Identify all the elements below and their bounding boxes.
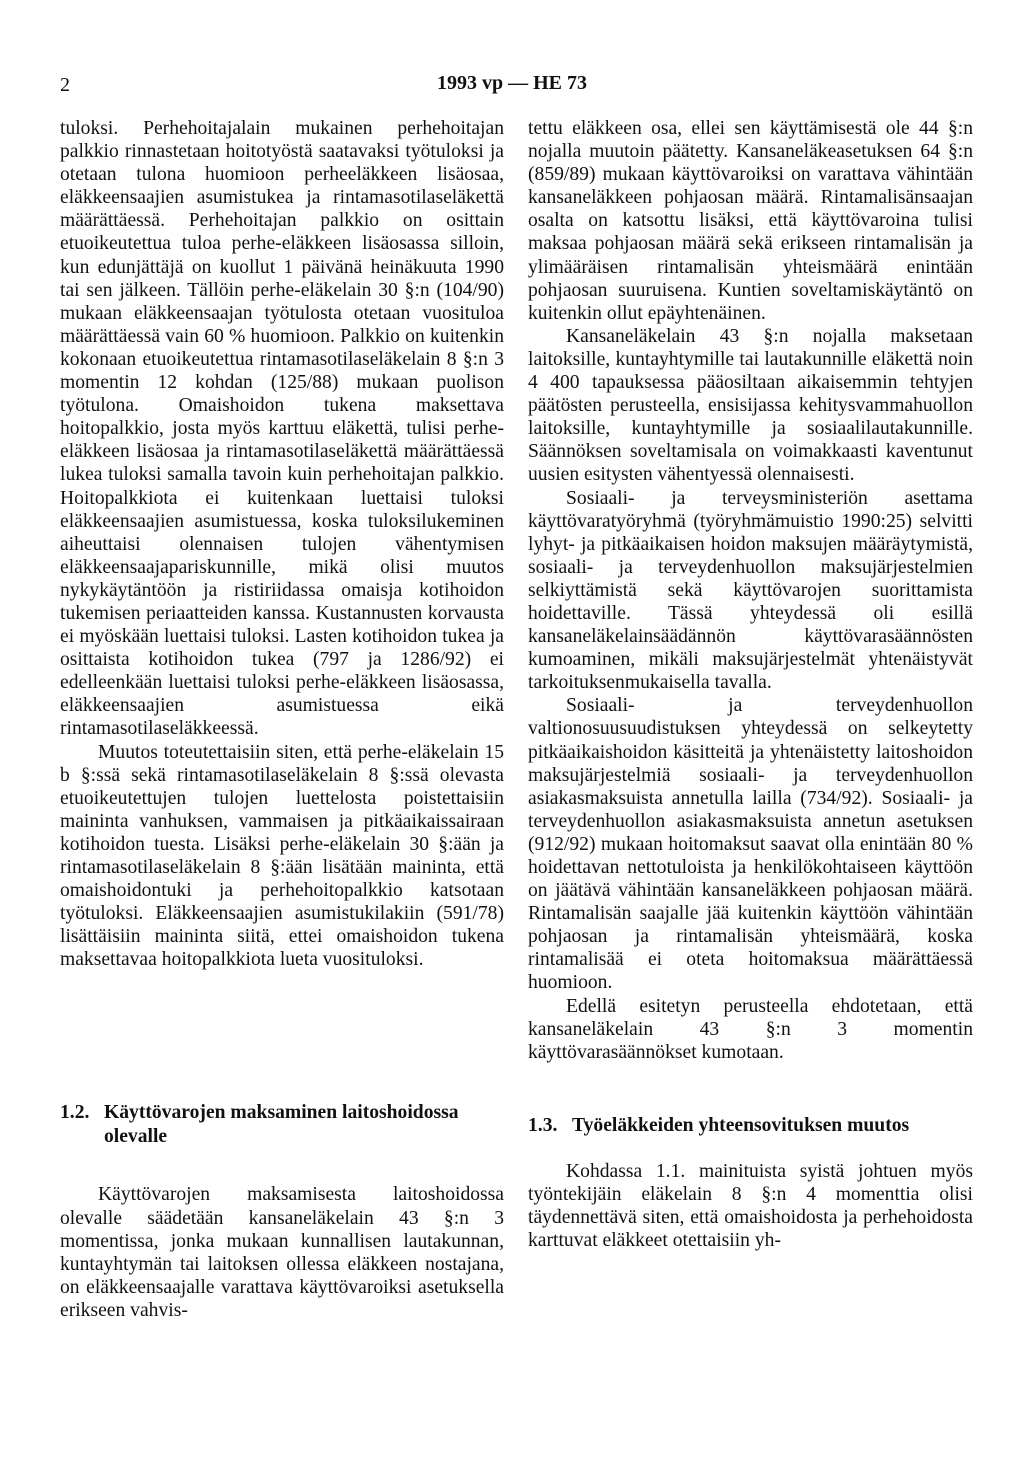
body-paragraph: Muutos toteutettaisiin siten, että perhe-eläkelain 15 b §:ssä sekä rintamasotilaseläkelain 8 §:ssä olevasta etuoikeutettujen tulojen luettelosta poistettaisiin maininta vanhuksen, vammaisen ja pitkäaikaissairaan kotihoidon tuesta. Lisäksi perhe-eläkelain 30 §:ään ja rintamasotilaseläkelain 8 §:ään lisätään maininta, että omaishoidontuki ja perhehoitopalkkio katsotaan työtuloksi. Eläkkeensaajien asumistukilakiin (591/78) lisättäisiin maininta siitä, ettei omaishoidon tukena maksettavaa hoitopalkkiota lueta vuosituloksi. bbox=[60, 741, 504, 971]
body-paragraph: Käyttövarojen maksamisesta laitoshoidossa olevalle säädetään kansaneläkelain 43 §:n 3 momentissa, jonka mukaan kunnallisen lautakunnan, kuntayhtymän tai laitoksen ollessa eläkkeen nostajana, on eläkkeensaajalle varattava käyttövaroiksi asetuksella erikseen vahvis- bbox=[60, 1184, 504, 1321]
section-heading bbox=[60, 1101, 504, 1149]
section-number: 1.2. bbox=[60, 1102, 90, 1124]
body-paragraph: tuloksi. Perhehoitajalain mukainen perhehoitajan palkkio rinnastetaan hoitotyöstä saatavaksi työtuloksi ja otetaan tulona huomioon perheeläkkeen lisäosaa, eläkkeensaajien asumistukea ja rintamasotilaseläkettä määrättäessä. Perhehoitajan palkkio on osittain etuoikeutettua tuloa perhe-eläkkeen lisäosassa silloin, kun edunjättäjä on kuollut 1 päivänä heinäkuuta 1990 tai sen jälkeen. Tällöin perhe-eläkelain 30 §:n (104/90) mukaan eläkkeensaajan työtulosta otetaan vuosituloa määrättäessä vain 60 % huomioon. Palkkio on kuitenkin kokonaan etuoikeutettua rintamasotilaseläkelain 8 §:n 3 momentin 12 kohdan (125/88) mukaan puolison työtulona. Omaishoidon tukena maksettava hoitopalkkio, josta myös karttuu eläkettä, tulisi perhe-eläkkeen lisäosaa ja rintamasotilaseläkettä määrättäessä lukea tuloksi samalla tavoin kuin perhehoitajan palkkio. Hoitopalkkiota ei kuitenkaan luettaisi tuloksi eläkkeensaajien asumistuessa, koska tuloksilukeminen aiheuttaisi olennaisen tulojen vähentymisen eläkkeensaajapariskunnille, mikä olisi muutos nykykäytäntöön ja ristiriidassa omaisja kotihoidon tukemisen periaatteiden kanssa. Kustannusten korvausta ei myöskään luettaisi tuloksi. Lasten kotihoidon tukea ja osittaista kotihoidon tukea (797 ja 1286/92) ei edelleenkään luettaisi tuloksi perhe-eläkkeen lisäosassa, eläkkeensaajien asumistuessa eikä rintamasotilaseläkkeessä. bbox=[60, 118, 504, 740]
section-title: Työeläkkeiden yhteensovituksen muutos bbox=[572, 1114, 910, 1136]
section-number: 1.3. bbox=[528, 1114, 558, 1136]
body-paragraph: Sosiaali- ja terveydenhuollon valtionosuusuudistuksen yhteydessä on selkeytetty pitkäaikaishoidon käsitteitä ja yhtenäistetty laitoshoidon maksujärjestelmiä sosiaali- ja terveydenhuollon asiakasmaksuista annetulla lailla (734/92). Sosiaali- ja terveydenhuollon asiakasmaksuista annetun asetuksen (912/92) mukaan hoitomaksut saavat olla enintään 80 % hoidettavan nettotuloista ja henkilökohtaiseen käyttöön on jäätävä vähintään kansaneläkkeen pohjaosan määrä. Rintamalisän saajalle jää kuitenkin käyttöön vähintään pohjaosan ja rintamalisän yhteismäärä, koska rintamalisää ei oteta hoitomaksua määrättäessä huomioon. bbox=[528, 695, 973, 994]
running-head: 1993 vp — HE 73 bbox=[436, 72, 588, 94]
body-paragraph: Edellä esitetyn perusteella ehdotetaan, että kansaneläkelain 43 §:n 3 momentin käyttövarasäännökset kumotaan. bbox=[528, 995, 973, 1063]
body-paragraph: Kohdassa 1.1. mainituista syistä johtuen myös työntekijäin eläkelain 8 §:n 4 momenttia olisi täydennettävä siten, että omaishoidosta ja perhehoidosta karttuvat eläkkeet otettaisiin yh- bbox=[528, 1160, 973, 1252]
body-paragraph: tettu eläkkeen osa, ellei sen käyttämisestä ole 44 §:n nojalla muutoin päätetty. Kansaneläkeasetuksen 64 §:n (859/89) mukaan käyttövaroiksi on varattava vähintään kansaneläkkeen pohjaosan määrä. Rintamalisänsaajan osalta on katsottu lisäksi, että käyttövaroina tulisi maksaa pohjaosan määrä sekä erikseen rintamalisän ja ylimääräisen rintamalisän yhteismäärä enintään pohjaosan suuruisena. Kuntien soveltamiskäytäntö on kuitenkin ollut epäyhtenäinen. bbox=[528, 118, 973, 324]
body-paragraph: Kansaneläkelain 43 §:n nojalla maksetaan laitoksille, kuntayhtymille tai lautakunnille eläkettä noin 4 400 tapauksessa pääosiltaan aikaisemmin tehtyjen päätösten perusteella, ensisijassa kehitysvammahuollon laitoksille, kuntayhtymille ja sosiaalilautakunnille. Säännöksen soveltamisala on voimakkaasti kaventunut uusien esitysten vähentyessä olennaisesti. bbox=[528, 325, 973, 486]
body-paragraph: Sosiaali- ja terveysministeriön asettama käyttövaratyöryhmä (työryhmämuistio 1990:25) selvitti lyhyt- ja pitkäaikaisen hoidon maksujen määräytymistä, sosiaali- ja terveydenhuollon maksujärjestelmien selkiyttämistä sekä käyttövarojen suorittamista hoidettaville. Tässä yhteydessä oli esillä kansaneläkelainsäädännön käyttövarasäännösten kumoaminen, mikäli maksujärjestelmät yhtenäistyvät tarkoituksenmukaisella tavalla. bbox=[528, 487, 973, 694]
section-title: Käyttövarojen maksaminen laitoshoidossa olevalle bbox=[104, 1102, 459, 1148]
right-column bbox=[528, 117, 973, 1252]
page-number: 2 bbox=[60, 74, 70, 96]
section-heading bbox=[528, 1114, 973, 1138]
left-column bbox=[60, 117, 504, 1322]
